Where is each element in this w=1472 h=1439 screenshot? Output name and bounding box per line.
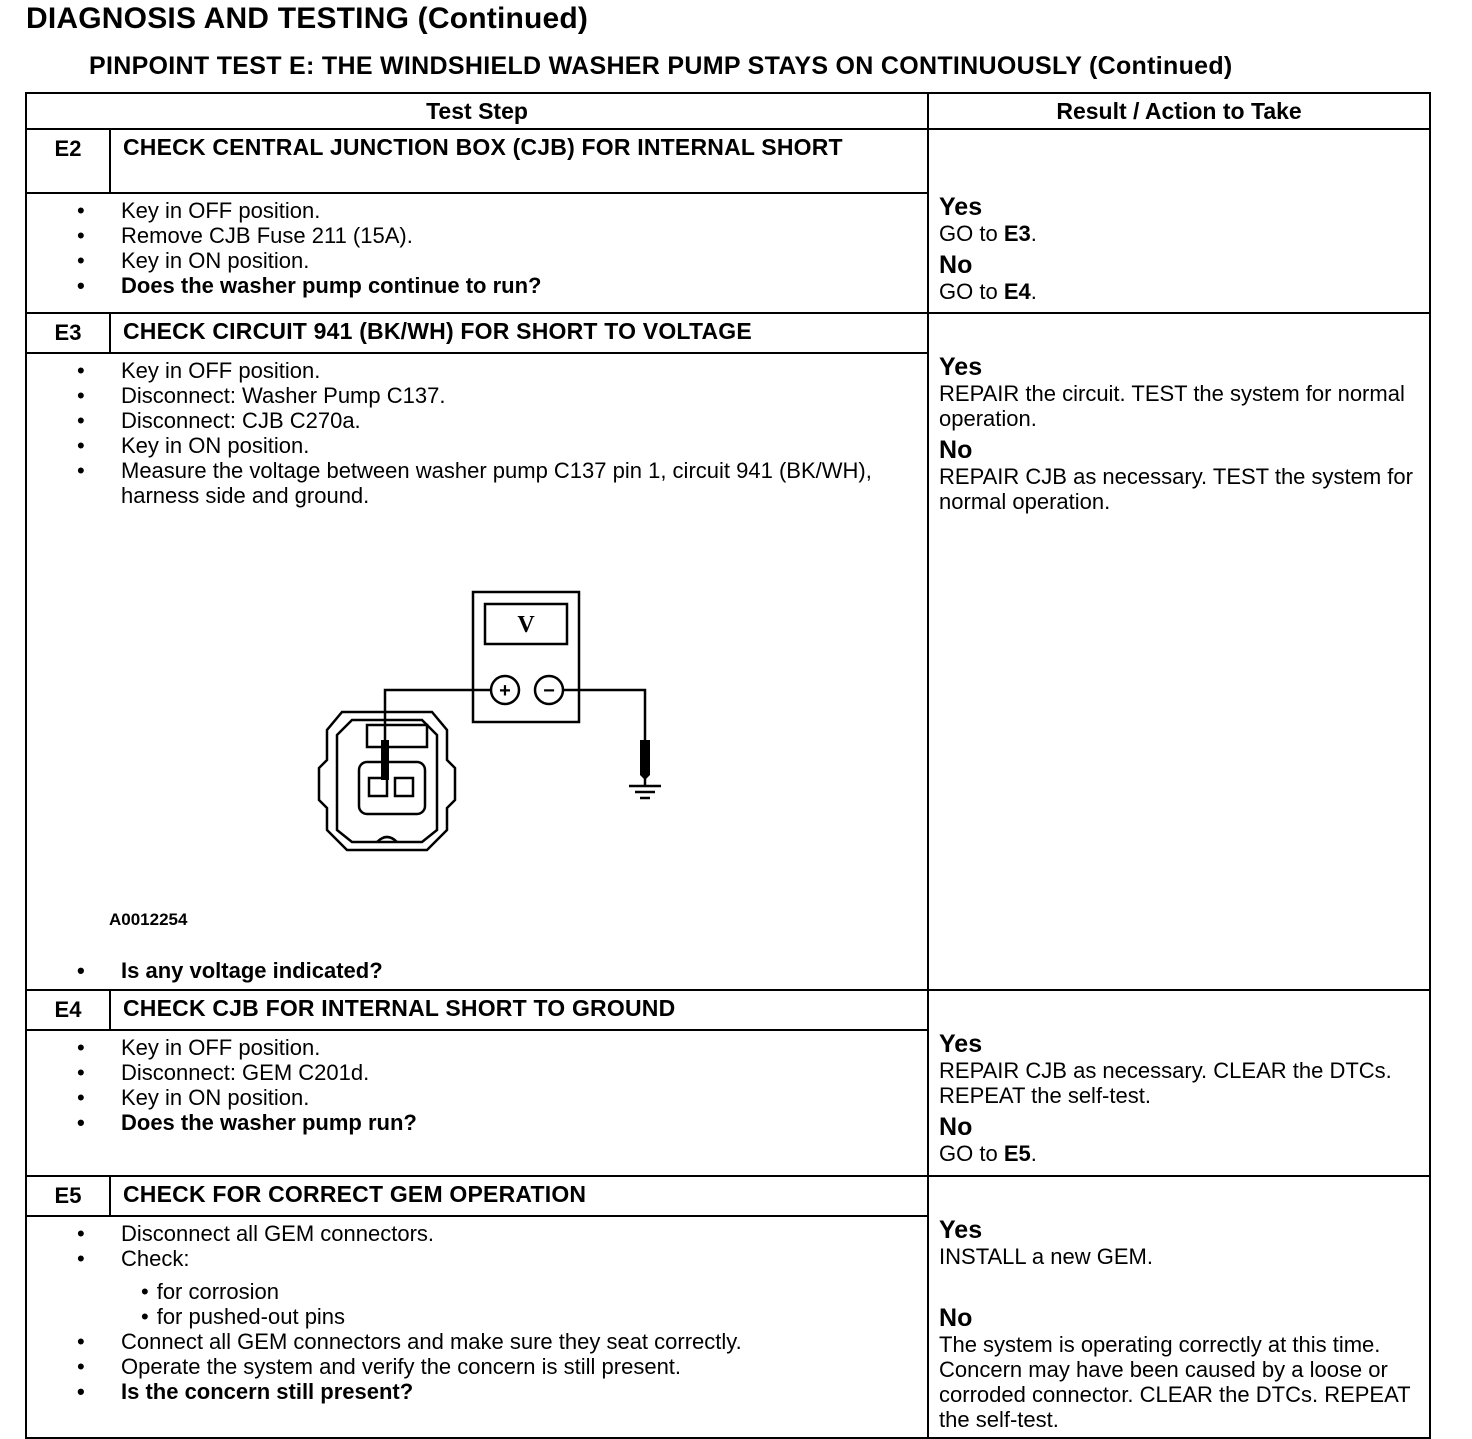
- meter-label: V: [517, 612, 535, 638]
- step-e5-actions-after: [77, 1329, 915, 1404]
- step-e4-yes-label: Yes: [939, 1030, 983, 1058]
- step-e4-heading-row: [26, 990, 1430, 1030]
- table-header-row: [26, 93, 1430, 129]
- action-item: • Key in ON position.: [77, 433, 915, 458]
- action-item: • Disconnect: GEM C201d.: [77, 1060, 915, 1085]
- step-e3-heading-row: [26, 313, 1430, 353]
- step-e4-actions: [77, 1035, 915, 1135]
- action-item: • Key in OFF position.: [77, 358, 915, 383]
- action-item: • Connect all GEM connectors and make sure they seat correctly.: [77, 1329, 915, 1354]
- action-item: • Measure the voltage between washer pump C137 pin 1, circuit 941 (BK/WH), harness side and ground.: [77, 458, 915, 508]
- pinpoint-test-title: PINPOINT TEST E: THE WINDSHIELD WASHER PUMP STAYS ON CONTINUOUSLY (Continued): [89, 52, 1233, 80]
- step-e3-actions: [77, 358, 915, 508]
- step-e5-id: E5: [26, 1176, 110, 1216]
- action-item: • Operate the system and verify the concern is still present.: [77, 1354, 915, 1379]
- step-e4-result: [928, 990, 1430, 1176]
- step-e3-no-text: REPAIR CJB as necessary. TEST the system for normal operation.: [939, 464, 1413, 514]
- action-item: • Key in OFF position.: [77, 198, 915, 223]
- step-e2-yes-text: GO to E3.: [939, 221, 1037, 246]
- action-item: • Key in ON position.: [77, 248, 915, 273]
- step-e3-result: [928, 313, 1430, 990]
- step-e5-yes-label: Yes: [939, 1216, 983, 1244]
- action-item: • Remove CJB Fuse 211 (15A).: [77, 223, 915, 248]
- step-e3-question-list: [77, 958, 915, 983]
- step-e4-no-text: GO to E5.: [939, 1141, 1037, 1166]
- result-header: Result / Action to Take: [928, 93, 1430, 129]
- step-e3-yes-label: Yes: [939, 353, 983, 381]
- action-item: • Check:: [77, 1246, 915, 1271]
- step-e3-question: • Is any voltage indicated?: [77, 958, 915, 983]
- step-e2-id: E2: [26, 129, 110, 193]
- step-e3-no-label: No: [939, 436, 973, 464]
- step-e2-yes-label: Yes: [939, 193, 983, 221]
- step-e5-heading-row: [26, 1176, 1430, 1216]
- step-e2-no-text: GO to E4.: [939, 279, 1037, 304]
- step-e4-no-label: No: [939, 1113, 973, 1141]
- step-e2-heading-row: [26, 129, 1430, 193]
- step-e5-yes-text: INSTALL a new GEM.: [939, 1244, 1153, 1269]
- page-title: DIAGNOSIS AND TESTING (Continued): [26, 2, 589, 35]
- action-item: • Disconnect: CJB C270a.: [77, 408, 915, 433]
- step-e5-actions: [77, 1221, 915, 1271]
- figure-id: A0012254: [109, 910, 188, 929]
- step-e5-question: • Is the concern still present?: [77, 1379, 915, 1404]
- step-e2-result: [928, 129, 1430, 313]
- step-e2-no-label: No: [939, 251, 973, 279]
- step-e4-heading: CHECK CJB FOR INTERNAL SHORT TO GROUND: [110, 990, 928, 1030]
- action-item: • Disconnect all GEM connectors.: [77, 1221, 915, 1246]
- step-e3-yes-text: REPAIR the circuit. TEST the system for normal operation.: [939, 381, 1405, 431]
- ground-probe: [640, 740, 650, 780]
- step-e5-no-text: The system is operating correctly at this time. Concern may have been caused by a loose or corroded connector. CLEAR the DTCs. REPEAT the self-test.: [939, 1332, 1411, 1432]
- test-step-header: Test Step: [26, 93, 928, 129]
- minus-sign: −: [543, 680, 555, 702]
- step-e5-result: [928, 1176, 1430, 1438]
- step-e4-yes-text: REPAIR CJB as necessary. CLEAR the DTCs. REPEAT the self-test.: [939, 1058, 1392, 1108]
- step-e3-heading: CHECK CIRCUIT 941 (BK/WH) FOR SHORT TO VOLTAGE: [110, 313, 928, 353]
- step-e3-id: E3: [26, 313, 110, 353]
- step-e5-sub-actions: [77, 1279, 915, 1329]
- step-e2-question: • Does the washer pump continue to run?: [77, 273, 915, 298]
- step-e5-body: [26, 1216, 928, 1438]
- action-item: • Key in ON position.: [77, 1085, 915, 1110]
- pinpoint-test-table: [25, 92, 1431, 1439]
- step-e4-body: [26, 1030, 928, 1176]
- step-e5-no-label: No: [939, 1304, 973, 1332]
- action-item: • Key in OFF position.: [77, 1035, 915, 1060]
- negative-lead: [563, 690, 645, 760]
- step-e2-heading: CHECK CENTRAL JUNCTION BOX (CJB) FOR INTERNAL SHORT: [110, 129, 928, 193]
- voltmeter-connector-illustration: [297, 590, 717, 870]
- step-e4-id: E4: [26, 990, 110, 1030]
- step-e4-question: • Does the washer pump run?: [77, 1110, 915, 1135]
- sub-action-item: • for pushed-out pins: [141, 1304, 346, 1329]
- step-e5-heading: CHECK FOR CORRECT GEM OPERATION: [110, 1176, 928, 1216]
- step-e2-actions: [77, 198, 915, 298]
- plus-sign: +: [499, 680, 511, 702]
- sub-action-item: • for corrosion: [141, 1279, 279, 1304]
- voltmeter-diagram: [77, 508, 915, 958]
- step-e3-body: [26, 353, 928, 990]
- step-e2-body: [26, 193, 928, 313]
- action-item: • Disconnect: Washer Pump C137.: [77, 383, 915, 408]
